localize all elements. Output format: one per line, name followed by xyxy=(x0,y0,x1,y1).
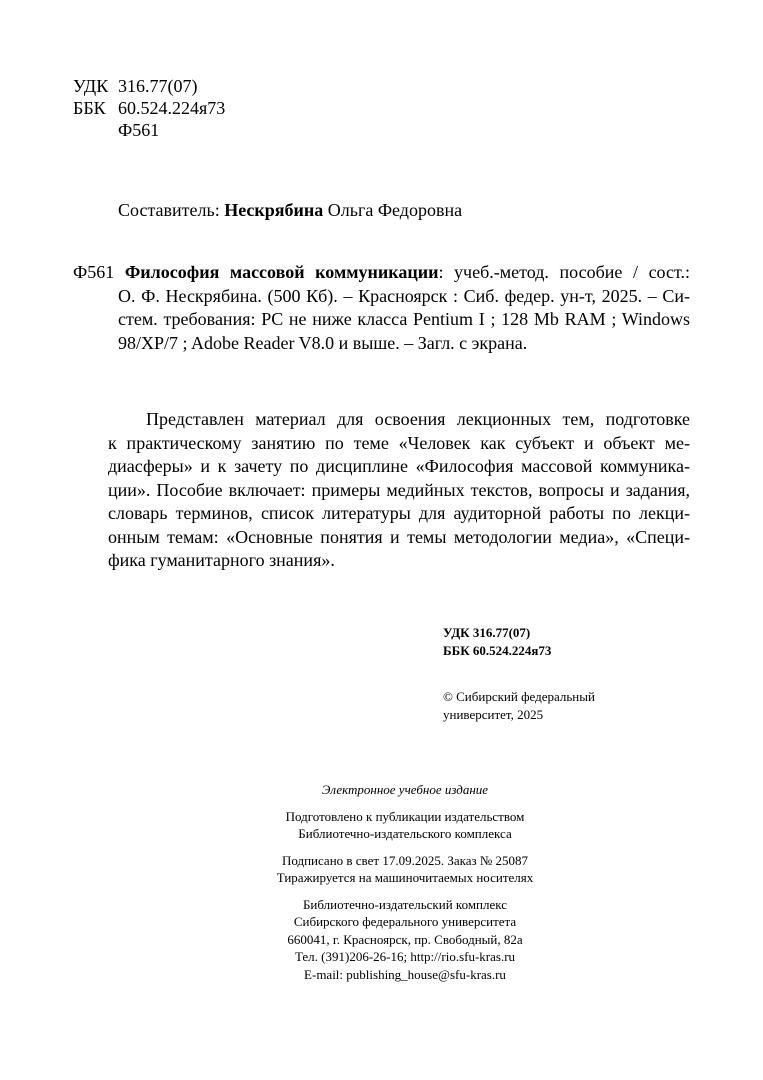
record-line-2: О. Ф. Нескрябина. (500 Кб). – Красноярск : Сиб. федер. ун-т, 2025. – Си- xyxy=(118,285,690,306)
record-line-4: 98/XP/7 ; Adobe Reader V8.0 и выше. – Загл. с экрана. xyxy=(118,332,528,353)
abstract-line: словарь терминов, список литературы для аудиторной работы по лекци- xyxy=(108,503,690,523)
udk-label: УДК xyxy=(73,76,109,96)
author-mark: Ф561 xyxy=(118,120,160,140)
publisher-line-2: Сибирского федерального университета xyxy=(293,914,517,929)
email-line: E-mail: publishing_house@sfu-kras.ru xyxy=(304,966,506,982)
prepared-line-1: Подготовлено к публикации издательством xyxy=(285,808,525,824)
prepared-line-2: Библиотечно-издательского комплекса xyxy=(298,826,512,841)
abstract-line: к практическому занятию по теме «Человек как субъект и объект ме- xyxy=(108,432,690,453)
imprint xyxy=(175,781,635,983)
compiler-given-name: Ольга Федоровна xyxy=(327,200,463,220)
publisher-line-1: Библиотечно-издательский комплекс xyxy=(302,896,508,912)
record-line-1 xyxy=(73,261,690,285)
copyright-line-1: © Сибирский федеральный xyxy=(443,689,595,704)
abstract-line: онным темам: «Основные понятия и темы методологии медиа», «Специ- xyxy=(108,526,690,547)
repeat-bbk: ББК 60.524.224я73 xyxy=(443,643,552,658)
record-mark: Ф561 xyxy=(73,262,115,282)
phone-line: Тел. (391)206-26-16; http://rio.sfu-kras.ru xyxy=(294,949,516,964)
distributed-line: Тиражируется на машиночитаемых носителях xyxy=(276,870,534,885)
compiler-label: Составитель: xyxy=(118,200,220,220)
bbk-label: ББК xyxy=(73,98,106,118)
abstract-line: ции». Пособие включает: примеры медийных текстов, вопросы и задания, xyxy=(108,479,690,500)
copyright-line-2: университет, 2025 xyxy=(443,707,544,722)
udk-value: 316.77(07) xyxy=(118,76,198,96)
bibliographic-record xyxy=(73,261,690,355)
address-line: 660041, г. Красноярск, пр. Свободный, 82а xyxy=(287,931,523,947)
record-line-1-rest: : учеб.-метод. пособие / сост.: xyxy=(438,262,691,282)
abstract-line: фика гуманитарного знания». xyxy=(108,550,335,570)
signed-line: Подписано в свет 17.09.2025. Заказ № 25087 xyxy=(281,852,529,868)
abstract-line: Представлен материал для освоения лекционных тем, подготовке xyxy=(146,409,690,429)
record-line-3: стем. требования: PC не ниже класса Pentium I ; 128 Mb RAM ; Windows xyxy=(118,309,690,329)
compiler-surname: Нескрябина xyxy=(224,200,324,220)
bbk-value: 60.524.224я73 xyxy=(118,98,226,118)
record-title: Философия массовой коммуникации xyxy=(124,262,439,282)
edition-type: Электронное учебное издание xyxy=(321,782,489,797)
repeat-udk: УДК 316.77(07) xyxy=(443,625,531,640)
compiler-line xyxy=(118,199,462,221)
abstract xyxy=(108,408,690,573)
abstract-line: диасферы» и к зачету по дисциплине «Философия массовой коммуника- xyxy=(108,456,690,476)
